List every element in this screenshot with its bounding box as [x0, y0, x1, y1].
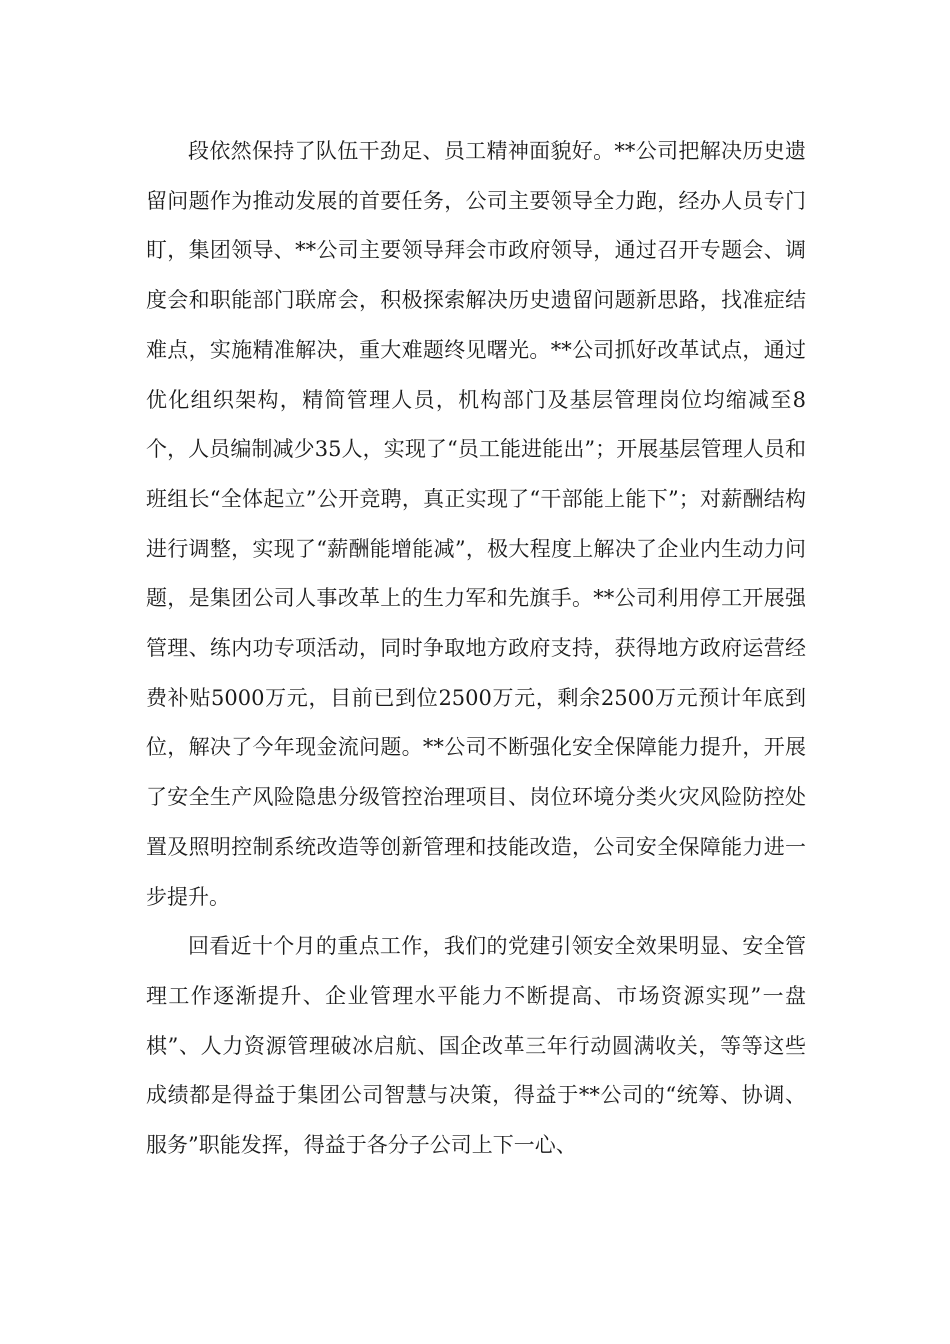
paragraph-1: 段依然保持了队伍干劲足、员工精神面貌好。**公司把解决历史遗留问题作为推动发展的首要任务，公司主要领导全力跑，经办人员专门盯，集团领导、**公司主要领导拜会市政府领导，通过召开专题会、调度会和职能部门联席会，积极探索解决历史遗留问题新思路，找准症结难点，实施精准解决，重大难题终见曙光。**公司抓好改革试点，通过优化组织架构，精简管理人员，机构部门及基层管理岗位均缩减至8个，人员编制减少35人，实现了“员工能进能出”；开展基层管理人员和班组长“全体起立”公开竞聘，真正实现了“干部能上能下”；对薪酬结构进行调整，实现了“薪酬能增能减”，极大程度上解决了企业内生动力问题，是集团公司人事改革上的生力军和先旗手。**公司利用停工开展强管理、练内功专项活动，同时争取地方政府支持，获得地方政府运营经费补贴5000万元，目前已到位2500万元，剩余2500万元预计年底到位，解决了今年现金流问题。**公司不断强化安全保障能力提升，开展了安全生产风险隐患分级管控治理项目、岗位环境分类火灾风险防控处置及照明控制系统改造等创新管理和技能改造，公司安全保障能力进一步提升。 [146, 139, 806, 909]
body-text [146, 127, 806, 1171]
paragraph-2: 回看近十个月的重点工作，我们的党建引领安全效果明显、安全管理工作逐渐提升、企业管理水平能力不断提高、市场资源实现”一盘棋”、人力资源管理破冰启航、国企改革三年行动圆满收关，等等这些成绩都是得益于集团公司智慧与决策，得益于**公司的“统筹、协调、服务”职能发挥，得益于各分子公司上下一心、 [146, 934, 806, 1158]
